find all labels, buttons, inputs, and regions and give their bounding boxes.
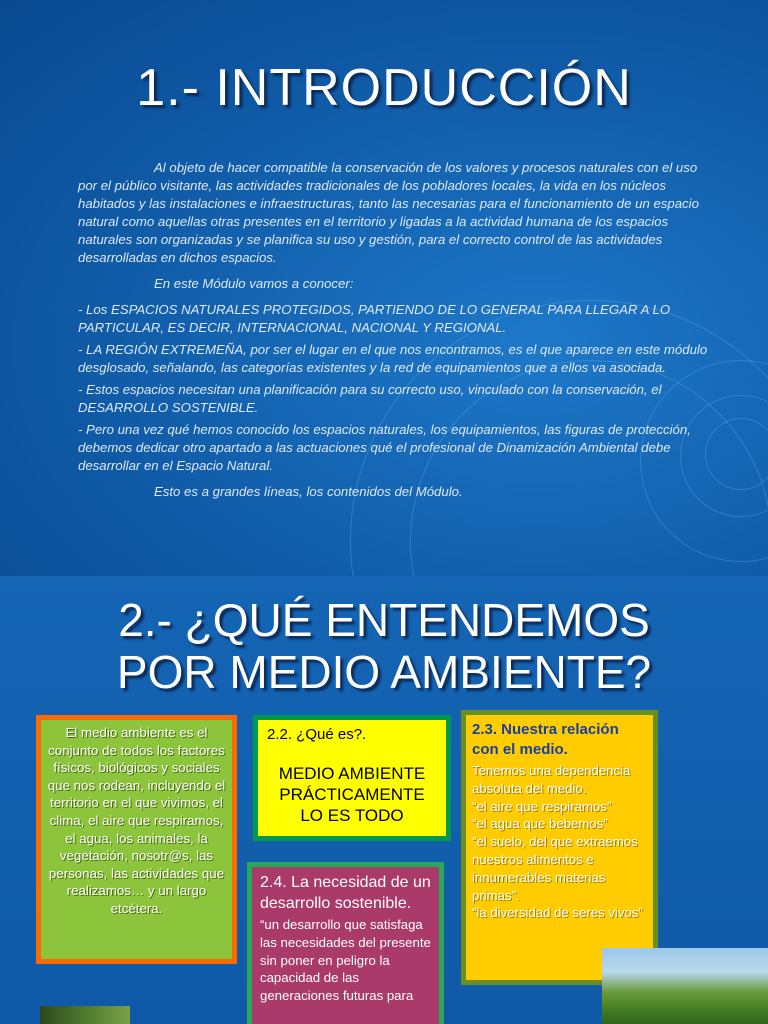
- relacion-line: “el aire que respiramos”: [472, 798, 612, 814]
- slide-medio-ambiente: [0, 576, 768, 1024]
- landscape-photo: [602, 948, 768, 1024]
- definition-box: El medio ambiente es el conjunto de todos los factores físicos, biológicos y sociales que nos rodean, incluyendo el territorio en el que vivimos, el clima, el aire que respiramos, el agua, los animales, la vegetación, nosotr@s, las personas, las actividades que realizamos… y un largo etcétera.: [36, 715, 237, 964]
- title-line-1: 2.- ¿QUÉ ENTENDEMOS: [118, 594, 650, 646]
- plant-photo: [40, 1006, 130, 1024]
- paragraph-espacios: - Los ESPACIOS NATURALES PROTEGIDOS, PARTIENDO DE LO GENERAL PARA LLEGAR A LO PARTICULAR, ES DECIR, INTERNACIONAL, NACIONAL Y REGIONAL.: [78, 302, 671, 335]
- paragraph-planificacion: - Estos espacios necesitan una planificación para su correcto uso, vinculado con la conservación, el DESARROLLO SOSTENIBLE.: [78, 382, 662, 415]
- que-es-label: 2.2. ¿Qué es?.: [267, 726, 367, 743]
- necesidad-heading: 2.4. La necesidad de un desarrollo sostenible.: [260, 874, 431, 912]
- paragraph-modulo: En este Módulo vamos a conocer:: [154, 276, 354, 291]
- paragraph-contenidos: Esto es a grandes líneas, los contenidos del Módulo.: [154, 484, 463, 499]
- relacion-line: “el suelo, del que extraemos nuestros alimentos e innumerables materias primas”.: [472, 834, 638, 903]
- que-es-text: MEDIO AMBIENTE PRÁCTICAMENTE LO ES TODO: [278, 764, 426, 825]
- necesidad-text: “un desarrollo que satisfaga las necesidades del presente sin poner en peligro la capacidad de las generaciones futuras para: [260, 917, 431, 1004]
- paragraph-intro: Al objeto de hacer compatible la conservación de los valores y procesos naturales con el uso por el público visitante, las actividades tradicionales de los pobladores locales, la vida en los núcleos habitados y las instalaciones e infraestructuras, tanto las necesarias para el funcionamiento de un espacio natural como aquellas otras presentes en el territorio y ligadas a la actividad humana de los espacios naturales son organizadas y se planifica su uso y gestión, para el correcto control de las actividades desarrolladas en dichos espacios.: [78, 160, 699, 265]
- paragraph-actuaciones: - Pero una vez qué hemos conocido los espacios naturales, los equipamientos, las figuras de protección, debemos dedicar otro apartado a las actuaciones qué el profesional de Dinamización Ambiental debe desarrollar en el Espacio Natural.: [78, 422, 691, 473]
- slide-title: [0, 594, 768, 698]
- relacion-line: “la diversidad de seres vivos”: [472, 905, 643, 921]
- relacion-heading: 2.3. Nuestra relación con el medio.: [472, 721, 619, 758]
- paragraph-region: - LA REGIÓN EXTREMEÑA, por ser el lugar en el que nos encontramos, es el que aparece en este módulo desglosado, señalando, las categorías existentes y la red de equipamientos que a ellos va asociada.: [78, 342, 708, 375]
- necesidad-box: [247, 862, 444, 1024]
- slide-title: 1.- INTRODUCCIÓN: [136, 59, 632, 117]
- intro-body: [78, 159, 708, 501]
- title-line-2: POR MEDIO AMBIENTE?: [116, 646, 652, 698]
- relacion-box: [461, 710, 658, 985]
- relacion-line: Tenemos una dependencia absoluta del medio.: [472, 763, 631, 796]
- relacion-line: “el agua que bebemos”: [472, 816, 608, 832]
- que-es-box: [253, 715, 451, 841]
